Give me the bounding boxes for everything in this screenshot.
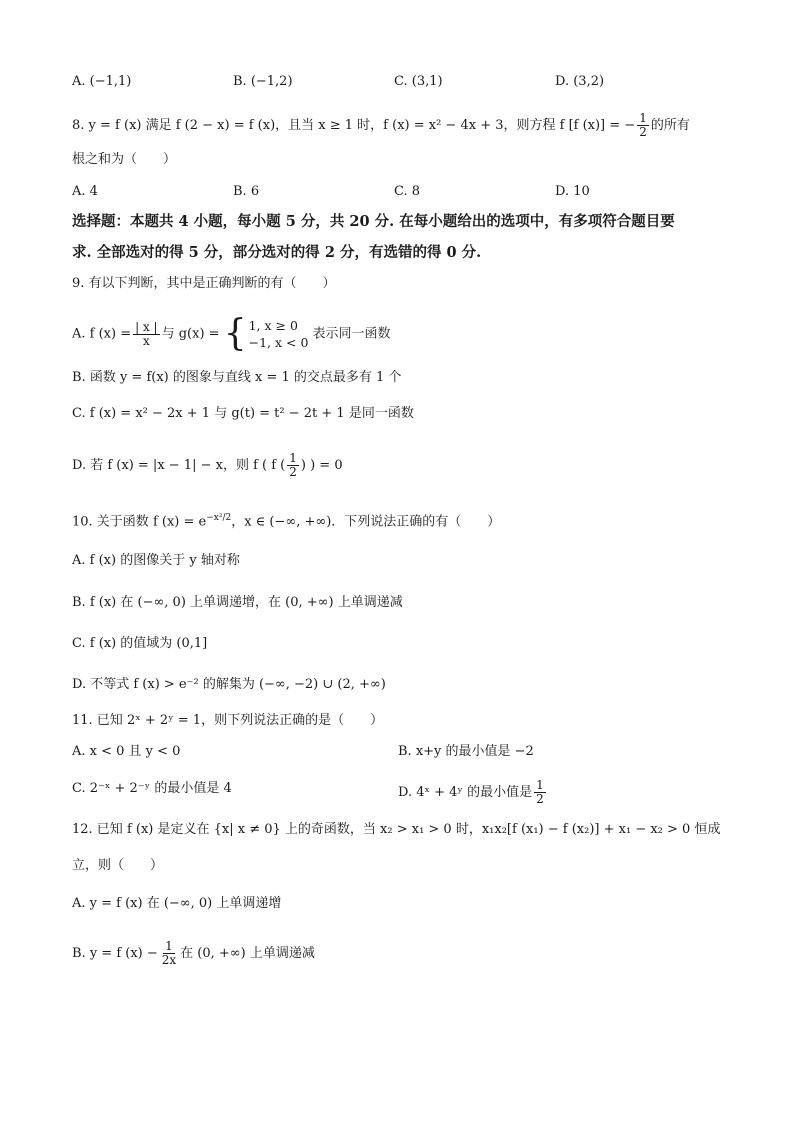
q9-option-c[interactable]: C. f (x) = x² − 2x + 1 与 g(t) = t² − 2t + 1 是同一函数 <box>72 406 414 421</box>
q9-a-case1: 1, x ≥ 0 <box>248 318 298 333</box>
q9-d-suffix: ) ) = 0 <box>300 458 343 473</box>
q11-options-row2 <box>72 779 734 806</box>
q9-a-suffix: 表示同一函数 <box>312 326 391 342</box>
q11-option-d[interactable] <box>398 779 724 806</box>
q8-stem <box>72 112 734 139</box>
q10-stem-prefix: 10. 关于函数 f (x) = e <box>72 514 207 530</box>
q8-option-a[interactable]: A. 4 <box>72 184 98 199</box>
q10-option-d[interactable]: D. 不等式 f (x) > e⁻² 的解集为 (−∞, −2) ∪ (2, +∞) <box>72 677 386 692</box>
q7-option-a[interactable]: A. (−1,1) <box>72 74 132 89</box>
q7-option-d[interactable]: D. (3,2) <box>555 74 605 89</box>
q11-d-frac-num: 1 <box>536 778 544 792</box>
q12-b-suffix: 在 (0, +∞) 上单调递减 <box>180 946 315 961</box>
q9-option-d[interactable] <box>72 452 734 479</box>
q11-d-prefix: D. 4ˣ + 4ʸ 的最小值是 <box>398 785 533 800</box>
q11-option-b[interactable]: B. x+y 的最小值是 −2 <box>398 744 534 759</box>
q9-a-frac-den: x <box>142 333 150 348</box>
q12-b-prefix: B. y = f (x) − <box>72 946 158 961</box>
section-instructions-line2: 求. 全部选对的得 5 分，部分选对的得 2 分，有选错的得 0 分. <box>72 244 482 261</box>
q9-a-frac-num: | x | <box>135 319 158 334</box>
q9-option-b[interactable]: B. 函数 y = f(x) 的图象与直线 x = 1 的交点最多有 1 个 <box>72 370 402 385</box>
q9-d-frac-num: 1 <box>289 451 297 465</box>
section-instructions-line1: 选择题：本题共 4 小题，每小题 5 分，共 20 分. 在每小题给出的选项中，有多项符合题目要 <box>72 213 675 230</box>
q10-stem <box>72 508 734 532</box>
q10-option-b[interactable]: B. f (x) 在 (−∞, 0) 上单调递增，在 (0, +∞) 上单调递减 <box>72 595 403 610</box>
q12-stem-line1: 12. 已知 f (x) 是定义在 {x| x ≠ 0} 上的奇函数，当 x₂ > x₁ > 0 时，x₁x₂[f (x₁) − f (x₂)] + x₁ − x₂ > 0 恒成 <box>72 822 721 837</box>
q9-stem: 9. 有以下判断，其中是正确判断的有（ ） <box>72 276 336 291</box>
q9-a-prefix: A. f (x) = <box>72 326 132 342</box>
q10-stem-suffix: ，x ∈ (−∞, +∞)．下列说法正确的有（ ） <box>231 514 501 530</box>
q9-d-prefix: D. 若 f (x) = |x − 1| − x，则 f ( f ( <box>72 458 286 473</box>
q11-option-a[interactable]: A. x < 0 且 y < 0 <box>72 744 181 759</box>
q11-d-frac-den: 2 <box>536 792 544 806</box>
left-brace-icon: { <box>223 313 247 354</box>
q8-options <box>72 182 734 202</box>
q9-a-piecewise <box>223 313 309 354</box>
q8-text-part1: y = f (x) 满足 f (2 − x) = f (x)，且当 x ≥ 1 时，f (x) = x² − 4x + 3，则方程 f [f (x)] = − <box>88 118 636 133</box>
q11-stem: 11. 已知 2ˣ + 2ʸ = 1，则下列说法正确的是（ ） <box>72 713 384 728</box>
q12-b-fraction <box>160 940 178 967</box>
q8-option-c[interactable]: C. 8 <box>394 184 421 199</box>
q12-option-a[interactable]: A. y = f (x) 在 (−∞, 0) 上单调递增 <box>72 896 282 911</box>
q9-d-frac-den: 2 <box>289 465 297 479</box>
q8-frac-den: 2 <box>639 125 647 139</box>
q8-fraction <box>637 112 649 139</box>
q10-option-a[interactable]: A. f (x) 的图像关于 y 轴对称 <box>72 553 240 568</box>
q7-option-c[interactable]: C. (3,1) <box>394 74 443 89</box>
q8-stem-line2: 根之和为（ ） <box>72 152 177 167</box>
q10-option-c[interactable]: C. f (x) 的值域为 (0,1] <box>72 636 208 651</box>
q9-option-a[interactable] <box>72 313 734 354</box>
q8-text-part2: 的所有 <box>650 118 690 133</box>
q11-options-row1 <box>72 742 734 762</box>
q7-options <box>72 72 734 92</box>
q10-stem-exponent: −x²/2 <box>206 513 232 523</box>
q8-number: 8. <box>72 118 85 133</box>
q9-a-case2: −1, x < 0 <box>248 335 309 350</box>
q9-a-mid: 与 g(x) = <box>161 326 220 342</box>
q9-a-fraction <box>133 321 159 348</box>
q7-option-b[interactable]: B. (−1,2) <box>233 74 293 89</box>
q12-b-frac-num: 1 <box>165 939 173 953</box>
q9-d-fraction <box>287 452 299 479</box>
q8-option-d[interactable]: D. 10 <box>555 184 590 199</box>
q12-option-b[interactable] <box>72 940 734 967</box>
q8-option-b[interactable]: B. 6 <box>233 184 260 199</box>
q12-b-frac-den: 2x <box>161 953 177 967</box>
q11-option-c[interactable]: C. 2⁻ˣ + 2⁻ʸ 的最小值是 4 <box>72 781 232 796</box>
q12-stem-line2: 立，则（ ） <box>72 858 164 873</box>
q11-d-fraction <box>534 779 546 806</box>
q8-frac-num: 1 <box>639 111 647 125</box>
